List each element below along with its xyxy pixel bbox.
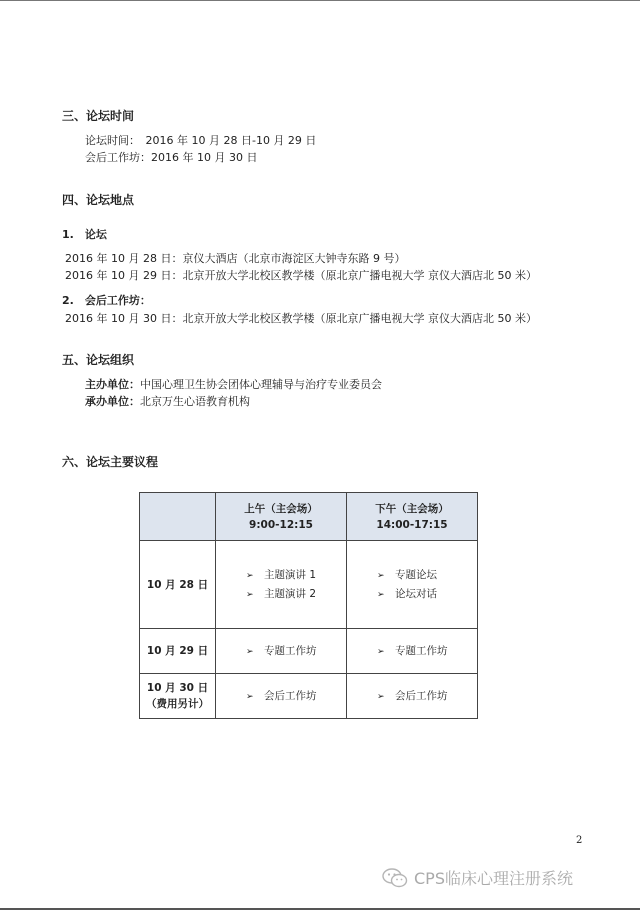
organizer-label: 承办单位： [85,395,140,408]
wechat-icon [382,868,408,892]
pm-time: 14:00-17:15 [376,518,448,531]
organizer-value: 北京万生心语教育机构 [140,395,250,408]
am-cell [216,674,347,719]
watermark [382,866,573,892]
date-text: 10 月 29 日 [146,645,209,657]
list-item: ➢ 主题演讲 2 [246,585,346,604]
arrow-bullet-icon: ➢ [377,570,385,581]
list-item: ➢ 会后工作坊 [377,687,477,706]
top-border [0,0,640,1]
date-note: （费用另计） [146,698,209,710]
section-agenda-heading: 六、论坛主要议程 [62,455,159,469]
list-item: ➢ 会后工作坊 [246,687,346,706]
date-text: 10 月 28 日 [146,578,209,591]
list-item: ➢ 专题工作坊 [246,642,346,661]
arrow-bullet-icon: ➢ [246,589,254,600]
table-row [140,674,478,719]
host-label: 主办单位： [85,378,140,391]
host-line [85,376,382,392]
location-day2-line: 2016 年 10 月 29 日：北京开放大学北校区教学楼（原北京广播电视大学 京仪大酒店北 50 米） [65,269,537,282]
watermark-text: CPS临床心理注册系统 [414,869,573,888]
am-title: 上午（主会场） [244,502,318,515]
section-organization-heading: 五、论坛组织 [62,353,135,367]
section-location-heading: 四、论坛地点 [62,193,135,207]
am-time: 9:00-12:15 [249,518,313,531]
arrow-bullet-icon: ➢ [377,691,385,702]
pm-cell [347,629,478,674]
section-time-heading: 三、论坛时间 [62,109,135,123]
date-cell [140,674,216,719]
bottom-border [0,908,640,910]
pm-header-cell [347,493,478,541]
date-cell [140,541,216,629]
pm-cell [347,541,478,629]
forum-time-line: 论坛时间： 2016 年 10 月 28 日-10 月 29 日 [85,134,317,147]
list-item: ➢ 论坛对话 [377,585,477,604]
agenda-header-row [140,493,478,541]
pm-title: 下午（主会场） [375,502,449,515]
list-item: ➢ 专题论坛 [377,566,477,585]
list-item: ➢ 专题工作坊 [377,642,477,661]
host-value: 中国心理卫生协会团体心理辅导与治疗专业委员会 [140,378,382,391]
list-item: ➢ 主题演讲 1 [246,566,346,585]
page-number: 2 [576,835,583,846]
table-row [140,541,478,629]
location-day1-line: 2016 年 10 月 28 日：京仪大酒店（北京市海淀区大钟寺东路 9 号） [65,252,406,265]
organizer-line [85,393,250,409]
date-text: 10 月 30 日 [146,682,209,694]
table-row [140,629,478,674]
location-sub2-heading: 2. 会后工作坊： [62,294,151,307]
arrow-bullet-icon: ➢ [246,570,254,581]
workshop-time-line: 会后工作坊：2016 年 10 月 30 日 [85,151,258,164]
location-day3-line: 2016 年 10 月 30 日：北京开放大学北校区教学楼（原北京广播电视大学 京仪大酒店北 50 米） [65,312,537,325]
date-cell [140,629,216,674]
arrow-bullet-icon: ➢ [246,646,254,657]
pm-cell [347,674,478,719]
location-sub1-heading: 1. 论坛 [62,228,107,241]
am-cell [216,629,347,674]
arrow-bullet-icon: ➢ [377,589,385,600]
arrow-bullet-icon: ➢ [246,691,254,702]
agenda-corner-cell [140,493,216,541]
arrow-bullet-icon: ➢ [377,646,385,657]
am-cell [216,541,347,629]
agenda-table [139,492,478,719]
am-header-cell [216,493,347,541]
